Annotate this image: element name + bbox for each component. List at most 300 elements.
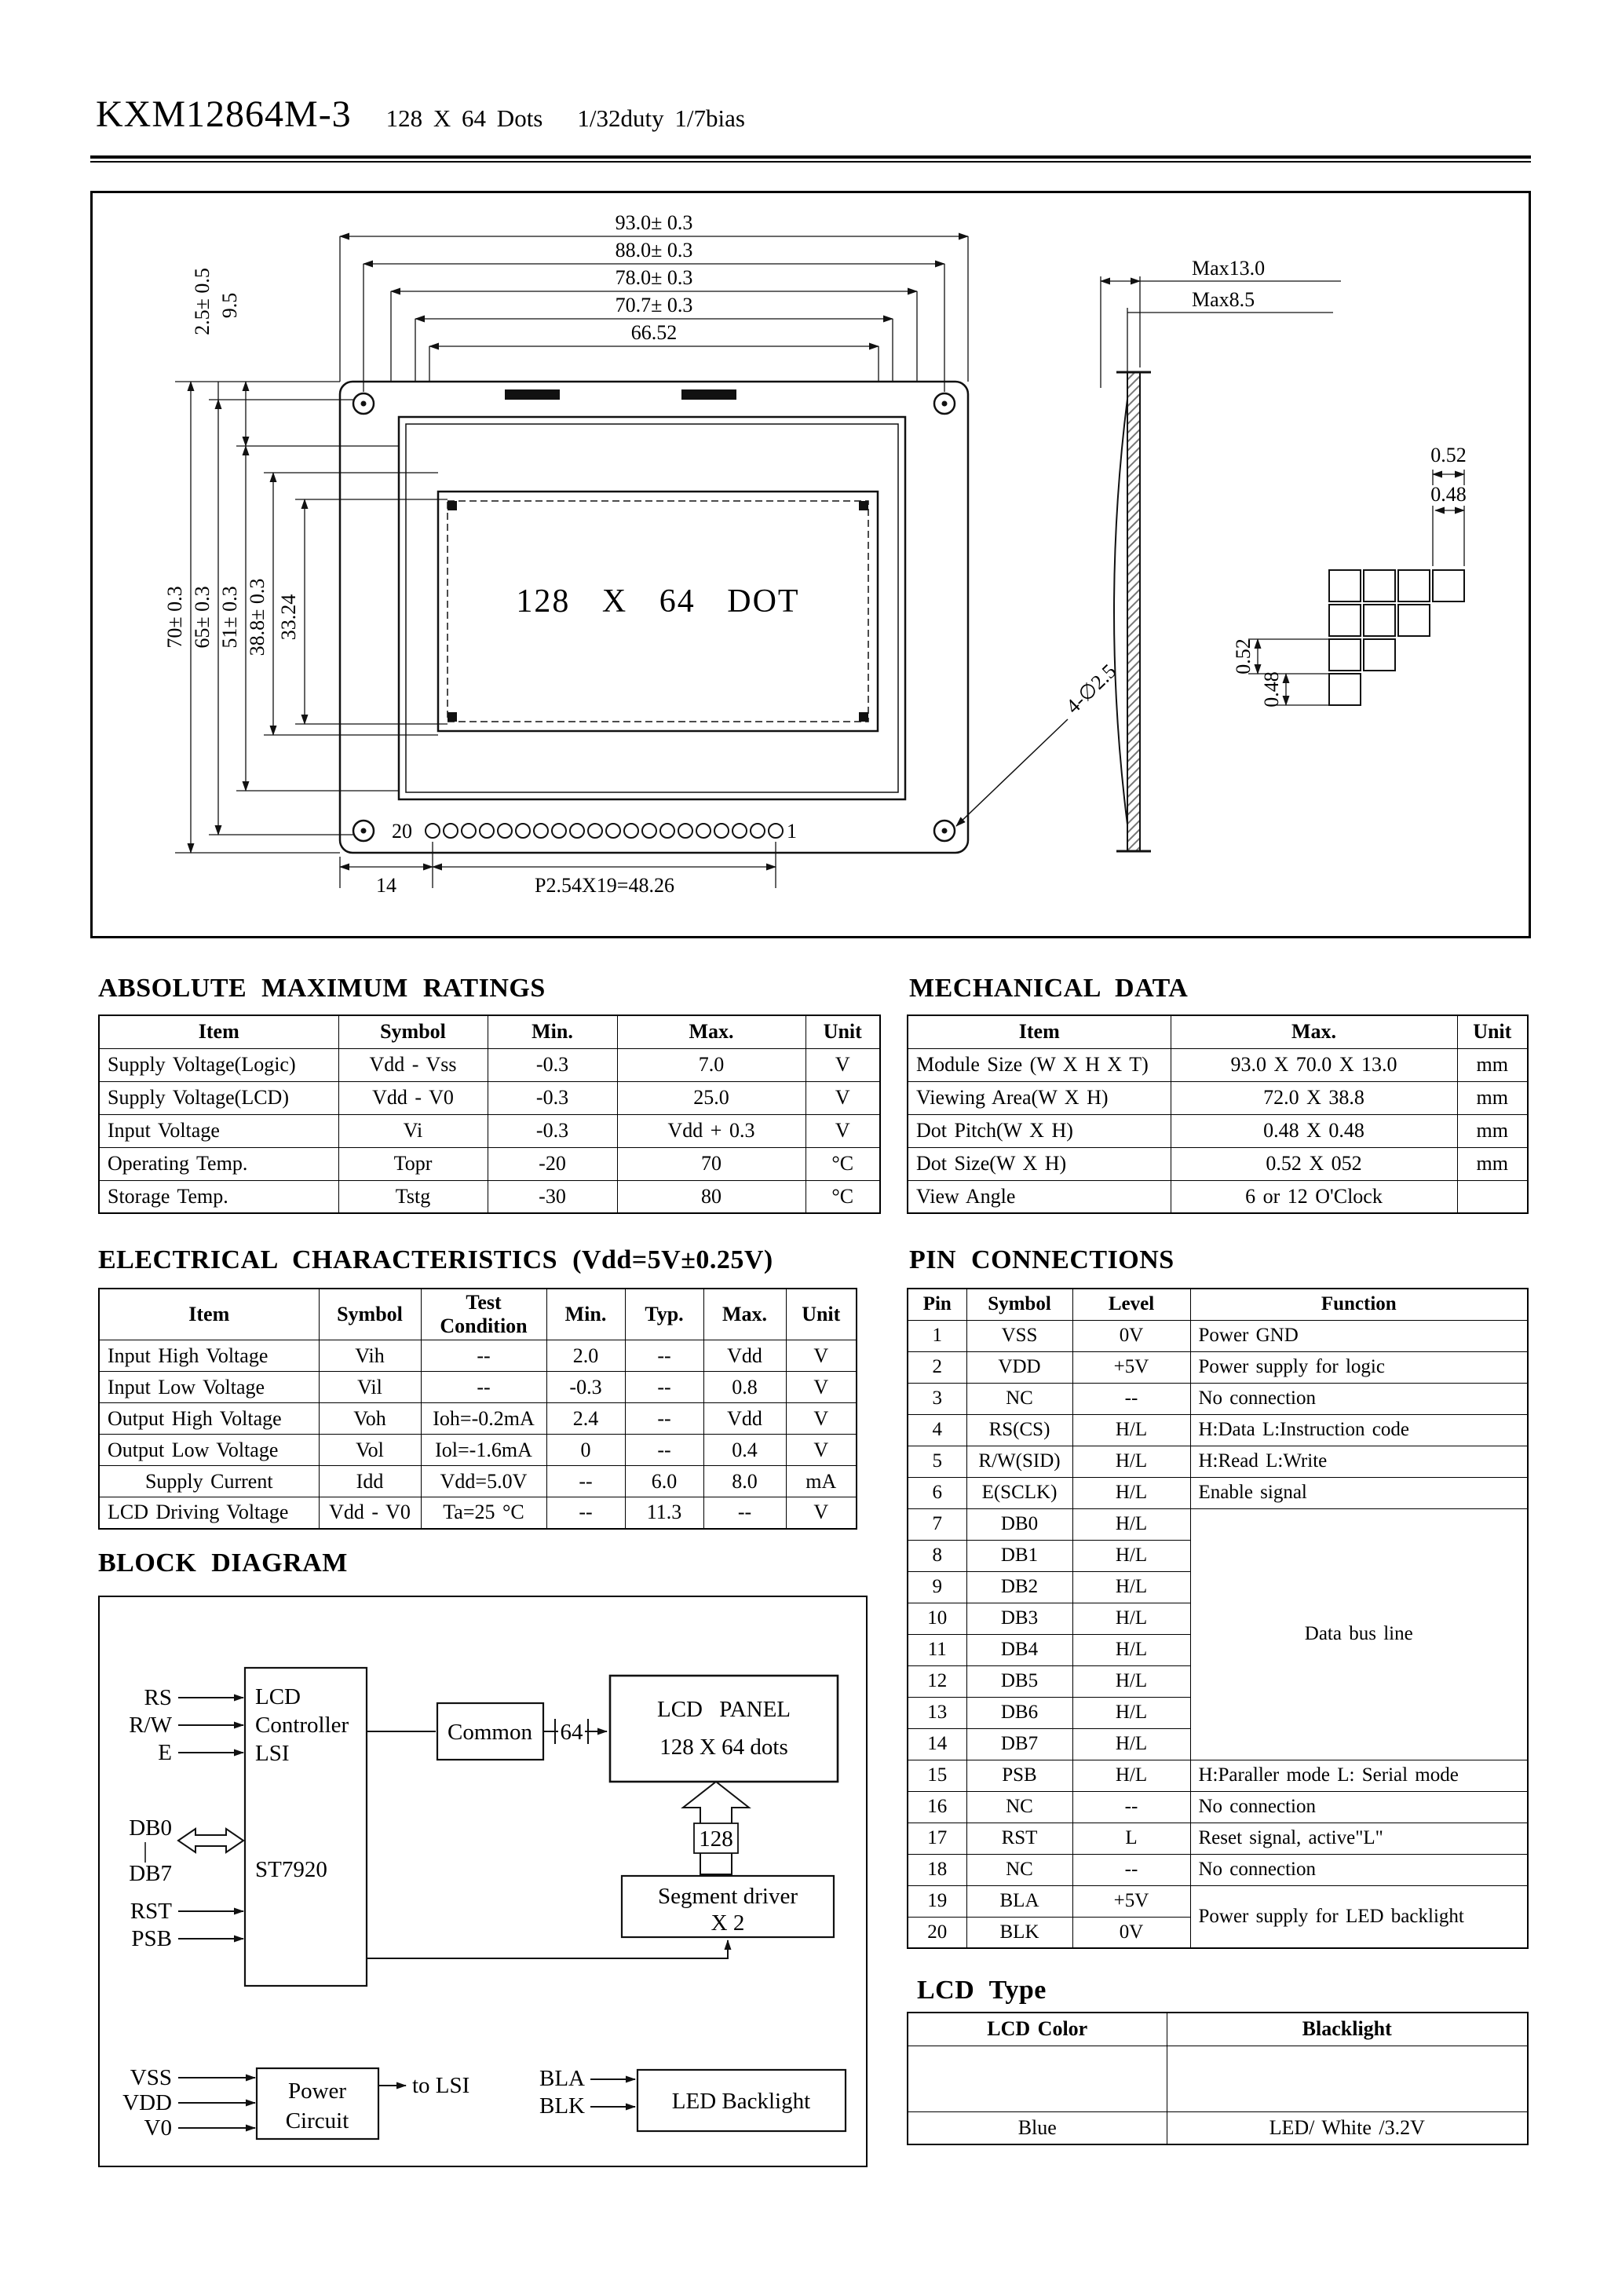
table-cell: -0.3: [488, 1114, 617, 1147]
table-cell: Module Size (W X H X T): [908, 1048, 1171, 1081]
table-cell: H/L: [1072, 1728, 1190, 1760]
table-cell: --: [421, 1340, 546, 1372]
table-cell: 5: [908, 1446, 966, 1477]
section-title-mechanical-data: MECHANICAL DATA: [909, 974, 1189, 1003]
section-title-lcd-type: LCD Type: [917, 1976, 1047, 2005]
column-header: Unit: [786, 1289, 857, 1340]
table-cell: DB5: [966, 1665, 1072, 1697]
table-cell: 2: [908, 1351, 966, 1383]
table-cell: V: [806, 1081, 880, 1114]
table-cell: V: [786, 1340, 857, 1372]
signal-label-vss: VSS: [130, 2065, 172, 2090]
table-cell: DB7: [966, 1728, 1072, 1760]
table-row: [99, 1114, 880, 1147]
signal-label-rw: R/W: [129, 1713, 172, 1738]
table-cell: °C: [806, 1147, 880, 1180]
signal-label-db0: DB0: [129, 1815, 172, 1841]
table-cell: H:Paraller mode L: Serial mode: [1190, 1760, 1528, 1791]
table-cell: -0.3: [488, 1048, 617, 1081]
table-row: [99, 1466, 857, 1497]
table-cell: Voh: [319, 1403, 421, 1435]
signal-label-psb: PSB: [131, 1926, 172, 1951]
table-cell: H/L: [1072, 1760, 1190, 1791]
table-cell: DB3: [966, 1603, 1072, 1634]
subtitle-duty: 1/32duty 1/7bias: [577, 104, 745, 132]
section-title-pin-connections: PIN CONNECTIONS: [909, 1245, 1174, 1274]
dim-51: 51± 0.3: [218, 586, 241, 649]
mounting-tab: [505, 389, 560, 400]
table-cell: NC: [966, 1791, 1072, 1823]
dim-707: 70.7± 0.3: [615, 294, 693, 316]
table-cell: Reset signal, active"L": [1190, 1823, 1528, 1854]
table-cell: LED/ White /3.2V: [1167, 2111, 1528, 2144]
table-row: [908, 2046, 1528, 2111]
title-rule: [90, 155, 1531, 163]
table-cell: Vdd: [703, 1340, 786, 1372]
table-row: [908, 1048, 1528, 1081]
table-row: [908, 1823, 1528, 1854]
dot-dim-048-w: 0.48: [1430, 483, 1467, 506]
controller-label-3: LSI: [255, 1741, 290, 1766]
table-row: [99, 1403, 857, 1435]
table-cell: Supply Voltage(Logic): [99, 1048, 338, 1081]
table-cell: No connection: [1190, 1854, 1528, 1885]
corner-mark: [448, 501, 457, 510]
table-cell: Operating Temp.: [99, 1147, 338, 1180]
side-lens: [1114, 399, 1127, 824]
table-cell: PSB: [966, 1760, 1072, 1791]
table-cell: 0V: [1072, 1917, 1190, 1948]
table-cell: V: [806, 1114, 880, 1147]
table-cell: 2.0: [546, 1340, 625, 1372]
column-header: Item: [99, 1289, 319, 1340]
table-cell: 14: [908, 1728, 966, 1760]
table-cell: 9: [908, 1571, 966, 1603]
to-lsi-label: to LSI: [412, 2073, 470, 2098]
table-cell: Output Low Voltage: [99, 1435, 319, 1466]
table-cell: Vdd + 0.3: [617, 1114, 806, 1147]
table-cell: 0: [546, 1435, 625, 1466]
dim-6652: 66.52: [630, 321, 678, 344]
table-cell: Vdd - V0: [338, 1081, 488, 1114]
segment-driver-label-2: X 2: [711, 1910, 745, 1936]
table-cell: +5V: [1072, 1351, 1190, 1383]
dim-780: 78.0± 0.3: [615, 266, 693, 289]
table-cell: mA: [786, 1466, 857, 1497]
bus64-label: 64: [560, 1720, 583, 1745]
block-diagram: [100, 1597, 865, 2165]
hole-center: [361, 828, 367, 834]
dim-3324: 33.24: [277, 594, 300, 641]
table-cell: 6 or 12 O'Clock: [1171, 1180, 1457, 1213]
table-cell: 0V: [1072, 1320, 1190, 1351]
hole-center: [942, 828, 948, 834]
column-header: Item: [908, 1015, 1171, 1048]
table-cell: H/L: [1072, 1571, 1190, 1603]
lcd-type-table: [907, 2012, 1529, 2145]
table-cell: --: [625, 1372, 703, 1403]
dimensions-left: [175, 382, 448, 853]
table-cell: H/L: [1072, 1540, 1190, 1571]
dim-max85: Max8.5: [1192, 288, 1255, 311]
table-cell: 72.0 X 38.8: [1171, 1081, 1457, 1114]
table-cell: Tstg: [338, 1180, 488, 1213]
table-cell: 7.0: [617, 1048, 806, 1081]
table-row: [908, 1289, 1528, 1320]
table-cell: R/W(SID): [966, 1446, 1072, 1477]
table-row: [908, 1791, 1528, 1823]
table-row: [908, 1383, 1528, 1414]
column-header: LCD Color: [908, 2013, 1167, 2046]
column-header: Unit: [1457, 1015, 1528, 1048]
table-cell: --: [1072, 1383, 1190, 1414]
table-cell: BLA: [966, 1885, 1072, 1917]
table-cell: DB6: [966, 1697, 1072, 1728]
table-cell: 8.0: [703, 1466, 786, 1497]
panel-label-2: 128 X 64 dots: [659, 1735, 788, 1760]
table-cell: --: [625, 1403, 703, 1435]
power-circuit-label-1: Power: [287, 2078, 347, 2104]
table-cell: Vdd: [703, 1403, 786, 1435]
table-cell: NC: [966, 1383, 1072, 1414]
column-header: Max.: [1171, 1015, 1457, 1048]
dim-70: 70± 0.3: [163, 586, 186, 649]
table-row: [99, 1081, 880, 1114]
controller-to-segment-wire: [367, 1940, 728, 1958]
table-cell: Enable signal: [1190, 1477, 1528, 1508]
hole-diameter-label: 4-∅2.5: [1061, 660, 1121, 718]
table-cell: L: [1072, 1823, 1190, 1854]
mechanical-drawing: [93, 193, 1529, 936]
table-cell: Data bus line: [1190, 1508, 1528, 1760]
table-cell: VDD: [966, 1351, 1072, 1383]
table-cell: Input Voltage: [99, 1114, 338, 1147]
table-cell: Vi: [338, 1114, 488, 1147]
display-size-label: 128 X 64 DOT: [516, 583, 800, 620]
table-cell: mm: [1457, 1048, 1528, 1081]
column-header: Symbol: [319, 1289, 421, 1340]
electrical-characteristics-table: [98, 1288, 857, 1530]
table-row: [99, 1048, 880, 1081]
table-cell: 11.3: [625, 1497, 703, 1529]
table-cell: 6.0: [625, 1466, 703, 1497]
table-cell: 8: [908, 1540, 966, 1571]
table-cell: V: [786, 1435, 857, 1466]
table-cell: DB1: [966, 1540, 1072, 1571]
table-cell: Supply Current: [99, 1466, 319, 1497]
table-cell: --: [1072, 1791, 1190, 1823]
led-backlight-label: LED Backlight: [671, 2089, 811, 2114]
dim-95: 9.5: [218, 292, 241, 319]
column-header: Blacklight: [1167, 2013, 1528, 2046]
table-cell: Blue: [908, 2111, 1167, 2144]
table-row: [99, 1372, 857, 1403]
table-row: [908, 1477, 1528, 1508]
column-header: Function: [1190, 1289, 1528, 1320]
table-row: [908, 1885, 1528, 1917]
signal-label-db-sep: |: [143, 1838, 148, 1863]
table-cell: 18: [908, 1854, 966, 1885]
table-row: [908, 1508, 1528, 1540]
table-cell: --: [1072, 1854, 1190, 1885]
table-row: [99, 1340, 857, 1372]
table-cell: 12: [908, 1665, 966, 1697]
table-cell: H/L: [1072, 1634, 1190, 1665]
table-cell: No connection: [1190, 1383, 1528, 1414]
table-cell: RS(CS): [966, 1414, 1072, 1446]
table-cell: [1167, 2046, 1528, 2111]
table-cell: H/L: [1072, 1446, 1190, 1477]
subtitle-dots: 128 X 64 Dots: [385, 104, 543, 132]
table-row: [908, 2013, 1528, 2046]
table-cell: 16: [908, 1791, 966, 1823]
table-row: [908, 1760, 1528, 1791]
signal-label-e: E: [158, 1740, 172, 1765]
table-cell: H/L: [1072, 1508, 1190, 1540]
data-bus-double-arrow: [178, 1829, 243, 1852]
table-cell: Idd: [319, 1466, 421, 1497]
table-cell: 25.0: [617, 1081, 806, 1114]
table-cell: -0.3: [546, 1372, 625, 1403]
table-cell: Vdd - Vss: [338, 1048, 488, 1081]
hole-center: [942, 401, 948, 407]
lcd-panel-box: [610, 1676, 838, 1782]
table-cell: 3: [908, 1383, 966, 1414]
table-cell: 11: [908, 1634, 966, 1665]
table-cell: +5V: [1072, 1885, 1190, 1917]
column-header: Max.: [617, 1015, 806, 1048]
dim-14: 14: [376, 874, 396, 897]
table-cell: Vil: [319, 1372, 421, 1403]
table-cell: VSS: [966, 1320, 1072, 1351]
table-row: [99, 1147, 880, 1180]
table-cell: --: [421, 1372, 546, 1403]
column-header: Item: [99, 1015, 338, 1048]
column-header: Min.: [546, 1289, 625, 1340]
table-row: [908, 2111, 1528, 2144]
column-header: Level: [1072, 1289, 1190, 1320]
corner-mark: [859, 501, 868, 510]
table-cell: Output High Voltage: [99, 1403, 319, 1435]
section-title-electrical-characteristics: ELECTRICAL CHARACTERISTICS (Vdd=5V±0.25V): [98, 1245, 773, 1274]
table-cell: 7: [908, 1508, 966, 1540]
absolute-maximum-ratings-table: [98, 1015, 881, 1214]
bus128-label: 128: [699, 1826, 733, 1852]
table-cell: Iol=-1.6mA: [421, 1435, 546, 1466]
table-cell: -30: [488, 1180, 617, 1213]
table-row: [908, 1114, 1528, 1147]
signal-label-rst: RST: [130, 1899, 172, 1924]
table-row: [99, 1497, 857, 1529]
table-cell: H/L: [1072, 1477, 1190, 1508]
column-header: Test Condition: [421, 1289, 546, 1340]
column-header: Typ.: [625, 1289, 703, 1340]
table-cell: Vol: [319, 1435, 421, 1466]
section-title-absolute-maximum-ratings: ABSOLUTE MAXIMUM RATINGS: [98, 974, 546, 1003]
section-title-block-diagram: BLOCK DIAGRAM: [98, 1548, 348, 1578]
table-cell: DB4: [966, 1634, 1072, 1665]
table-row: [908, 1015, 1528, 1048]
panel-label-1: LCD PANEL: [656, 1697, 791, 1722]
table-cell: 1: [908, 1320, 966, 1351]
table-row: [908, 1414, 1528, 1446]
side-board: [1127, 372, 1140, 851]
signal-label-rs: RS: [144, 1685, 172, 1710]
column-header: Symbol: [338, 1015, 488, 1048]
table-cell: 0.4: [703, 1435, 786, 1466]
table-cell: H/L: [1072, 1414, 1190, 1446]
corner-mark: [448, 712, 457, 722]
table-cell: --: [625, 1435, 703, 1466]
table-row: [908, 1081, 1528, 1114]
table-cell: 0.8: [703, 1372, 786, 1403]
table-cell: V: [786, 1497, 857, 1529]
mechanical-data-table: [907, 1015, 1529, 1214]
table-cell: 0.48 X 0.48: [1171, 1114, 1457, 1147]
table-cell: Ioh=-0.2mA: [421, 1403, 546, 1435]
dim-pin-pitch: P2.54X19=48.26: [535, 874, 674, 897]
module-side-view: [1101, 276, 1341, 851]
hole-callout: [956, 719, 1068, 826]
column-header: Min.: [488, 1015, 617, 1048]
table-cell: E(SCLK): [966, 1477, 1072, 1508]
table-row: [908, 1147, 1528, 1180]
dim-max13: Max13.0: [1192, 257, 1266, 280]
table-cell: RST: [966, 1823, 1072, 1854]
table-cell: No connection: [1190, 1791, 1528, 1823]
hole-center: [361, 401, 367, 407]
table-cell: H/L: [1072, 1603, 1190, 1634]
mounting-tab: [681, 389, 736, 400]
dim-25: 2.5± 0.5: [191, 268, 214, 335]
signal-label-db7: DB7: [129, 1861, 172, 1886]
table-cell: DB0: [966, 1508, 1072, 1540]
table-row: [99, 1015, 880, 1048]
table-cell: BLK: [966, 1917, 1072, 1948]
table-cell: Vih: [319, 1340, 421, 1372]
pin-number-1: 1: [787, 820, 797, 843]
pin-connections-table: [907, 1288, 1529, 1949]
table-cell: 20: [908, 1917, 966, 1948]
table-cell: H:Data L:Instruction code: [1190, 1414, 1528, 1446]
table-cell: Viewing Area(W X H): [908, 1081, 1171, 1114]
table-cell: Storage Temp.: [99, 1180, 338, 1213]
table-cell: 2.4: [546, 1403, 625, 1435]
table-cell: Ta=25 °C: [421, 1497, 546, 1529]
table-cell: DB2: [966, 1571, 1072, 1603]
column-header: Max.: [703, 1289, 786, 1340]
controller-label-1: LCD: [255, 1684, 301, 1709]
table-row: [908, 1446, 1528, 1477]
dot-cells: [1329, 570, 1464, 705]
table-cell: LCD Driving Voltage: [99, 1497, 319, 1529]
dot-dim-048-h: 0.48: [1260, 671, 1283, 707]
table-cell: V: [786, 1372, 857, 1403]
table-cell: --: [546, 1497, 625, 1529]
table-cell: 15: [908, 1760, 966, 1791]
table-cell: 70: [617, 1147, 806, 1180]
table-cell: Power supply for logic: [1190, 1351, 1528, 1383]
table-cell: Power supply for LED backlight: [1190, 1885, 1528, 1948]
table-cell: --: [625, 1340, 703, 1372]
signal-label-bla: BLA: [539, 2066, 585, 2091]
table-cell: 4: [908, 1414, 966, 1446]
segment-driver-label-1: Segment driver: [658, 1884, 798, 1909]
table-cell: 80: [617, 1180, 806, 1213]
table-cell: --: [703, 1497, 786, 1529]
table-cell: Supply Voltage(LCD): [99, 1081, 338, 1114]
table-cell: Topr: [338, 1147, 488, 1180]
table-row: [99, 1289, 857, 1340]
table-cell: V: [786, 1403, 857, 1435]
table-cell: Vdd=5.0V: [421, 1466, 546, 1497]
signal-label-v0: V0: [144, 2115, 172, 2141]
column-header: Symbol: [966, 1289, 1072, 1320]
table-cell: 6: [908, 1477, 966, 1508]
table-cell: H/L: [1072, 1665, 1190, 1697]
dim-880: 88.0± 0.3: [615, 239, 693, 261]
signal-label-blk: BLK: [539, 2093, 585, 2119]
pin-number-20: 20: [392, 820, 412, 843]
table-cell: --: [546, 1466, 625, 1497]
table-row: [908, 1180, 1528, 1213]
table-cell: H:Read L:Write: [1190, 1446, 1528, 1477]
power-circuit-label-2: Circuit: [285, 2108, 349, 2133]
table-cell: mm: [1457, 1114, 1528, 1147]
page-title: KXM12864M-3: [96, 93, 352, 135]
table-cell: -0.3: [488, 1081, 617, 1114]
table-cell: H/L: [1072, 1697, 1190, 1728]
table-cell: V: [806, 1048, 880, 1081]
controller-label-2: Controller: [255, 1713, 349, 1738]
table-row: [99, 1435, 857, 1466]
table-cell: [908, 2046, 1167, 2111]
table-cell: -20: [488, 1147, 617, 1180]
table-cell: 19: [908, 1885, 966, 1917]
table-cell: °C: [806, 1180, 880, 1213]
document-header: [96, 93, 745, 136]
corner-mark: [859, 712, 868, 722]
table-cell: 13: [908, 1697, 966, 1728]
dim-65: 65± 0.3: [191, 586, 214, 649]
table-cell: View Angle: [908, 1180, 1171, 1213]
table-cell: 0.52 X 052: [1171, 1147, 1457, 1180]
dim-388: 38.8± 0.3: [246, 578, 269, 656]
table-row: [99, 1180, 880, 1213]
table-cell: mm: [1457, 1081, 1528, 1114]
dim-930: 93.0± 0.3: [615, 211, 693, 234]
table-cell: 93.0 X 70.0 X 13.0: [1171, 1048, 1457, 1081]
table-cell: Dot Size(W X H): [908, 1147, 1171, 1180]
block-diagram-panel: [98, 1596, 868, 2167]
column-header: Unit: [806, 1015, 880, 1048]
table-cell: Input Low Voltage: [99, 1372, 319, 1403]
table-cell: Vdd - V0: [319, 1497, 421, 1529]
table-cell: NC: [966, 1854, 1072, 1885]
table-row: [908, 1854, 1528, 1885]
column-header: Pin: [908, 1289, 966, 1320]
signal-label-vdd: VDD: [122, 2090, 172, 2115]
dot-dim-052-w: 0.52: [1430, 444, 1467, 466]
table-cell: Dot Pitch(W X H): [908, 1114, 1171, 1147]
table-cell: Input High Voltage: [99, 1340, 319, 1372]
table-cell: 10: [908, 1603, 966, 1634]
table-cell: [1457, 1180, 1528, 1213]
table-cell: Power GND: [1190, 1320, 1528, 1351]
table-row: [908, 1320, 1528, 1351]
outline-drawing-panel: [90, 191, 1531, 938]
table-row: [908, 1351, 1528, 1383]
